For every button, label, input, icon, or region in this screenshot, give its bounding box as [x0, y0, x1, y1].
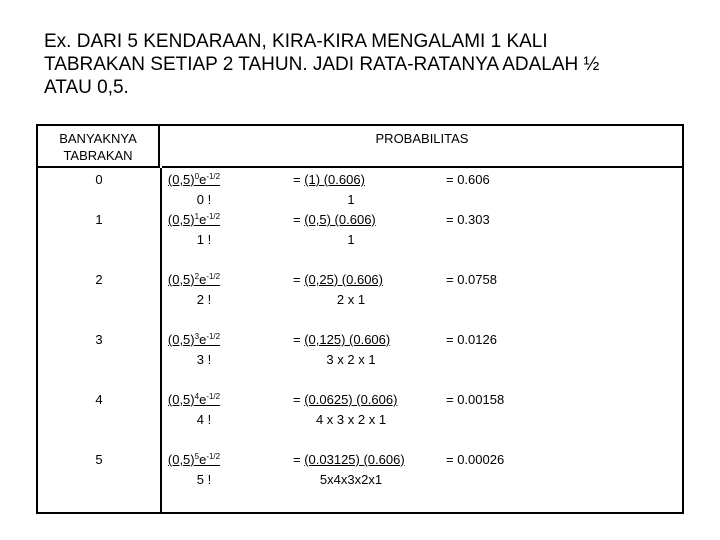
formula-exponent: -1/2: [206, 172, 221, 181]
formula-base: (0,5): [167, 332, 195, 347]
collision-count: 1: [95, 212, 103, 227]
formula-power: 5: [194, 452, 200, 461]
intro-line-3: ATAU 0,5.: [44, 77, 129, 98]
formula-numerator: [166, 170, 222, 190]
formula-numerator: [166, 270, 222, 290]
header-col1-line1: BANYAKNYA: [59, 131, 137, 146]
formula-power: 2: [194, 272, 200, 281]
formula-factorial: 4 !: [196, 412, 212, 427]
probability-result: = 0.0126: [446, 332, 497, 347]
intro-line-1: Ex. DARI 5 KENDARAAN, KIRA-KIRA MENGALAMI 1 KALI: [44, 31, 548, 52]
header-probabilitas: PROBABILITAS: [162, 126, 682, 168]
formula-factorial: 1 !: [196, 232, 212, 247]
probability-result: = 0.0758: [446, 272, 497, 287]
collision-count: 4: [95, 392, 103, 407]
formula-exponent: -1/2: [206, 332, 221, 341]
table-row: [38, 450, 682, 490]
calc-numerator-value: (0,25) (0.606): [304, 272, 383, 287]
calc-numerator: = (0,5) (0.606): [293, 212, 376, 227]
header-banyaknya-tabrakan: [38, 126, 160, 168]
formula-e: e: [199, 332, 207, 347]
intro-text: [44, 30, 684, 99]
calc-numerator: = (0,125) (0.606): [293, 332, 391, 347]
collision-count: 0: [95, 172, 103, 187]
formula-power: 0: [194, 172, 200, 181]
formula-exponent: -1/2: [206, 272, 221, 281]
table-row: [38, 390, 682, 430]
formula-power: 4: [194, 392, 200, 401]
probability-result: = 0.00158: [446, 392, 505, 407]
calc-numerator-value: (0.0625) (0.606): [304, 392, 398, 407]
formula-factorial: 0 !: [196, 192, 212, 207]
formula-exponent: -1/2: [206, 392, 221, 401]
calc-numerator-value: (0.03125) (0.606): [304, 452, 405, 467]
calc-numerator: = (0.03125) (0.606): [293, 452, 405, 467]
formula-exponent: -1/2: [206, 452, 221, 461]
formula-base: (0,5): [167, 452, 195, 467]
formula-e: e: [199, 272, 207, 287]
calc-numerator: = (1) (0.606): [293, 172, 365, 187]
formula-e: e: [199, 172, 207, 187]
calc-denominator: 5x4x3x2x1: [319, 472, 383, 487]
calc-numerator-value: (1) (0.606): [304, 172, 365, 187]
probability-result: = 0.303: [446, 212, 490, 227]
header-col1-line2: TABRAKAN: [63, 148, 133, 163]
formula-base: (0,5): [167, 272, 195, 287]
formula-e: e: [199, 212, 207, 227]
formula-base: (0,5): [167, 392, 195, 407]
collision-count: 3: [95, 332, 103, 347]
table-row: [38, 270, 682, 310]
probability-result: = 0.606: [446, 172, 490, 187]
formula-numerator: [166, 330, 222, 350]
formula-base: (0,5): [167, 172, 195, 187]
collision-count: 2: [95, 272, 103, 287]
formula-factorial: 5 !: [196, 472, 212, 487]
probability-table: [36, 124, 684, 514]
formula-factorial: 3 !: [196, 352, 212, 367]
formula-numerator: [166, 450, 222, 470]
calc-denominator: 4 x 3 x 2 x 1: [315, 412, 387, 427]
table-row: [38, 170, 682, 210]
table-row: [38, 210, 682, 250]
formula-power: 3: [194, 332, 200, 341]
calc-numerator-value: (0,5) (0.606): [304, 212, 376, 227]
collision-count: 5: [95, 452, 103, 467]
calc-numerator: = (0.0625) (0.606): [293, 392, 398, 407]
calc-denominator: 1: [347, 192, 355, 207]
calc-numerator: = (0,25) (0.606): [293, 272, 383, 287]
calc-denominator: 2 x 1: [336, 292, 366, 307]
formula-e: e: [199, 392, 207, 407]
formula-factorial: 2 !: [196, 292, 212, 307]
probability-result: = 0.00026: [446, 452, 505, 467]
calc-denominator: 3 x 2 x 1: [326, 352, 376, 367]
calc-numerator-value: (0,125) (0.606): [304, 332, 391, 347]
intro-line-2: TABRAKAN SETIAP 2 TAHUN. JADI RATA-RATANYA ADALAH ½: [44, 54, 600, 75]
formula-power: 1: [194, 212, 200, 221]
table-row: [38, 330, 682, 370]
formula-e: e: [199, 452, 207, 467]
formula-exponent: -1/2: [206, 212, 221, 221]
formula-numerator: [166, 210, 222, 230]
formula-numerator: [166, 390, 222, 410]
calc-denominator: 1: [347, 232, 355, 247]
formula-base: (0,5): [167, 212, 195, 227]
